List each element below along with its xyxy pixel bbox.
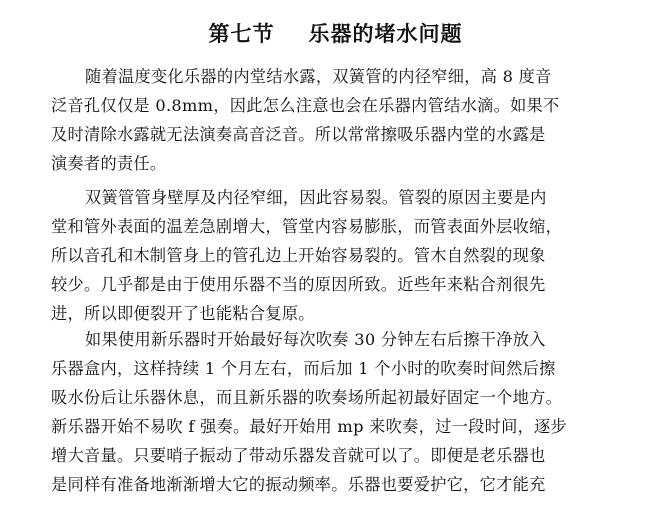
text-line: 演奏者的责任。 xyxy=(51,154,167,173)
text-line: 及时清除水露就无法演奏高音泛音。所以常常擦吸乐器内堂的水露是 xyxy=(51,125,546,144)
text-line: 双簧管管身壁厚及内径窄细，因此容易裂。管裂的原因主要是内 xyxy=(85,188,547,207)
paragraph-condensation xyxy=(51,62,651,178)
text-line: 如果使用新乐器时开始最好每次吹奏 30 分钟左右后擦干净放入 xyxy=(85,330,546,349)
text-line: 泛音孔仅仅是 0.8mm，因此怎么注意也会在乐器内管结水滴。如果不 xyxy=(51,96,560,115)
text-line: 是同样有准备地渐渐增大它的振动频率。乐器也要爱护它，它才能充 xyxy=(51,475,546,494)
section-heading xyxy=(0,18,671,48)
text-line: 乐器盒内，这样持续 1 个月左右，而后加 1 个小时的吹奏时间然后擦 xyxy=(51,359,556,378)
text-line: 进，所以即便裂开了也能粘合复原。 xyxy=(51,304,315,323)
text-line: 新乐器开始不易吹 f 强奏。最好开始用 mp 来吹奏，过一段时间，逐步 xyxy=(51,417,568,436)
text-line: 增大音量。只要哨子振动了带动乐器发音就可以了。即便是老乐器也 xyxy=(51,446,546,465)
paragraph-new-instrument xyxy=(51,325,651,499)
section-number: 第七节 xyxy=(208,22,275,46)
text-line: 堂和管外表面的温差急剧增大，管堂内容易膨胀，而管表面外层收缩， xyxy=(51,217,563,236)
text-line: 随着温度变化乐器的内堂结水露，双簧管的内径窄细，高 8 度音 xyxy=(85,67,552,86)
text-line: 较少。几乎都是由于使用乐器不当的原因所致。近些年来粘合剂很先 xyxy=(51,275,546,294)
section-title: 乐器的堵水问题 xyxy=(308,22,463,46)
text-line: 吸水份后让乐器休息，而且新乐器的吹奏场所起初最好固定一个地方。 xyxy=(51,388,563,407)
text-line: 所以音孔和木制管身上的管孔边上开始容易裂的。管木自然裂的现象 xyxy=(51,246,546,265)
paragraph-cracking xyxy=(51,183,651,328)
